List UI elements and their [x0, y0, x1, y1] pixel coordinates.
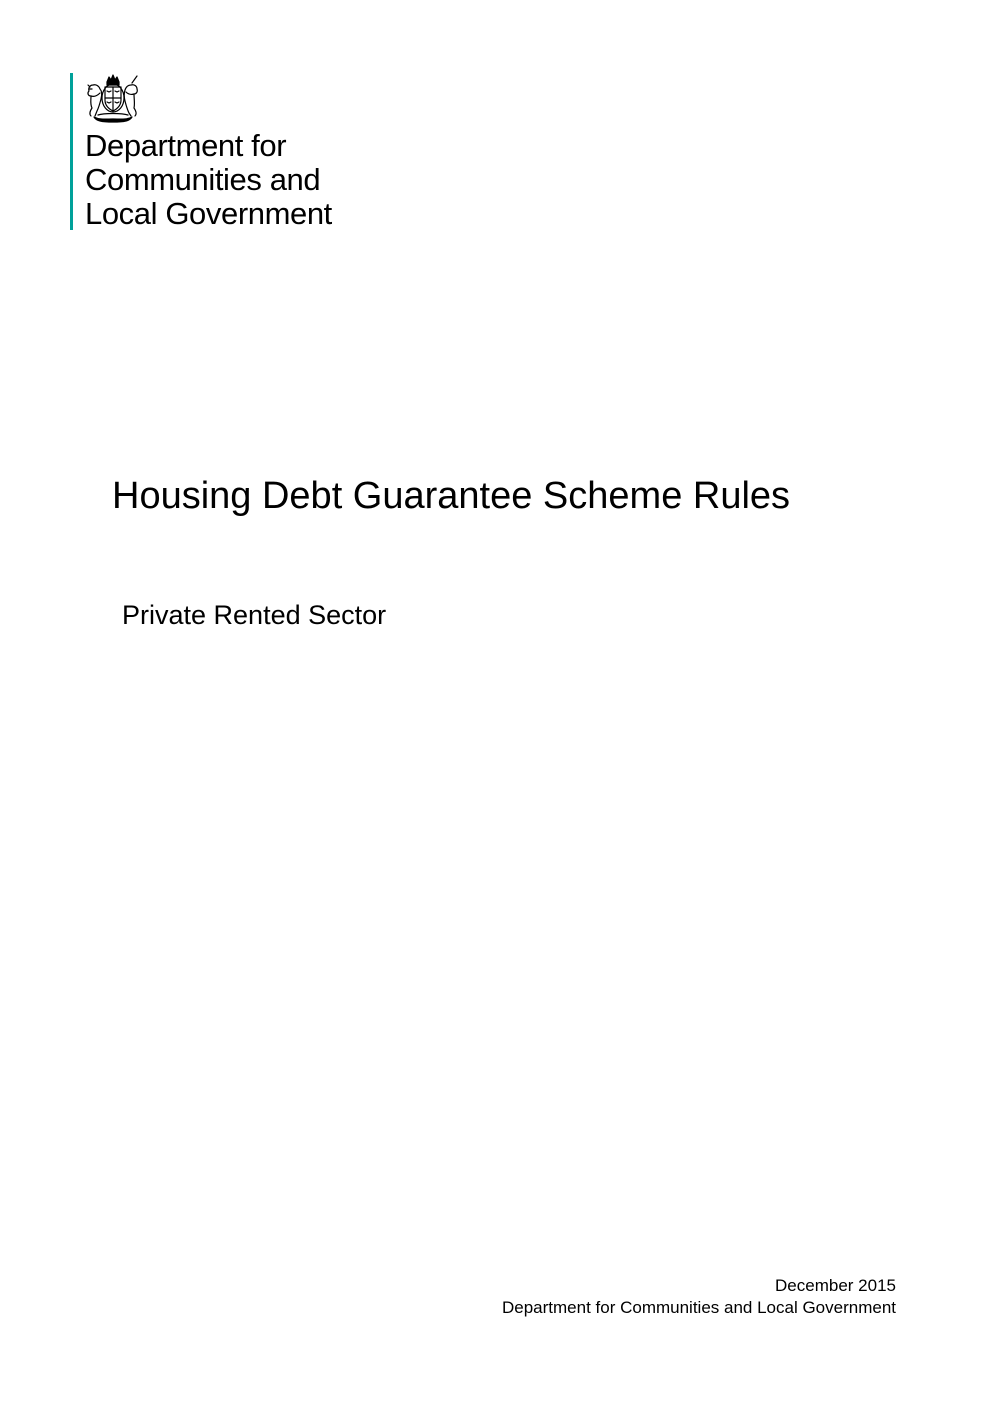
logo-accent-rule	[70, 73, 73, 230]
department-name	[85, 129, 332, 231]
royal-coat-of-arms-icon	[84, 73, 142, 123]
department-name-line-3: Local Government	[85, 196, 332, 231]
publication-info	[502, 1275, 896, 1319]
publication-date: December 2015	[775, 1276, 896, 1295]
department-name-line-1: Department for	[85, 128, 287, 163]
department-name-line-2: Communities and	[85, 162, 321, 197]
department-logo	[70, 73, 370, 230]
document-subtitle: Private Rented Sector	[122, 600, 387, 630]
publisher-name: Department for Communities and Local Government	[501, 1298, 896, 1317]
document-title: Housing Debt Guarantee Scheme Rules	[112, 475, 791, 517]
